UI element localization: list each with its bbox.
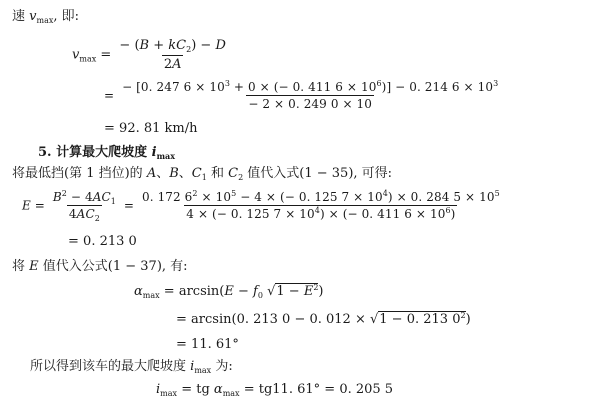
equals-sign: = (181, 382, 193, 397)
alpha-value: 11. 61° (191, 337, 239, 352)
equation-alpha: $\alpha_{max} = \arcsin(E - f_0$ $√1 - E^2$) (134, 283, 324, 300)
formula-instruction: 将 E 值代入公式(1 − 37), 有: (12, 259, 188, 274)
E-value: 0. 213 0 (83, 234, 137, 249)
E-symbolic-fraction (51, 190, 118, 222)
v-symbol: v (29, 9, 37, 24)
equals-sign: = (68, 234, 79, 249)
substitution-fraction (120, 80, 500, 112)
E-symbolic-numerator: $B^2 - 4AC_1$ (52, 189, 116, 206)
section-number: 5. (38, 145, 57, 160)
vmax-lhs-sub: max (79, 54, 97, 64)
vmax-numerator: − $(B + kC_2) - D$ (119, 38, 226, 54)
v-subscript: max (36, 16, 54, 25)
E-numeric-denominator: 4 × (− 0. 125 $7 \times 10^4$) × (− 0. 411 $6 \times 10^6$) (186, 206, 456, 222)
equals-sign: = (176, 312, 187, 327)
equation-alpha-result (176, 337, 239, 353)
E-symbolic-denominator: $4AC_2$ (68, 207, 100, 224)
substitution-denominator: − 2 × 0. 249 0 × 10 (248, 97, 373, 112)
intro-line (12, 9, 79, 25)
equals-sign: = (100, 47, 112, 63)
equals-sign: = (163, 284, 175, 299)
sqrt-content: 1 − 0. 213 $0^2$ (379, 311, 466, 327)
E-symbol: E (22, 198, 31, 213)
alpha-symbol: α (134, 284, 143, 299)
vmax-denominator: 2A (163, 56, 182, 72)
sqrt-content: $1 - E^2$ (276, 283, 319, 299)
substitution-instruction: 将最低挡(第 1 挡位)的 A、B、$C_1$ 和 $C_2$ 值代入式(1 − 35), 可得: (12, 166, 393, 182)
equals-sign: = (324, 382, 336, 397)
E-numeric-numerator: 0. 172 $6^2 \times 10^5 - 4$ × (− 0. 125 $7 \times 10^4) \times 0$. 284 $5 \times 10^5$ (142, 189, 500, 204)
E-numeric-fraction (140, 190, 502, 222)
equation-alpha-substitution: = arcsin(0. 213 0 − 0. 012 × √1 − 0. 213 $0^2$) (176, 311, 471, 327)
vmax-lhs-v: v (72, 47, 80, 63)
equation-vmax (72, 38, 230, 72)
imax-symbol: i (156, 382, 161, 397)
vmax-fraction (117, 38, 227, 72)
i-symbol: i (151, 145, 157, 160)
section-heading (38, 145, 175, 161)
intro-prefix: 速 (12, 9, 30, 24)
equals-sign: = (104, 88, 115, 103)
substitution-numerator: − [0. 247 $6 \times 10^3 + 0$ × (− 0. 411 $6 \times 10^6)] - 0$. 214 $6 \times 10^3$ (122, 79, 499, 94)
i-subscript: max (156, 151, 176, 161)
equation-vmax-result (104, 121, 198, 137)
intro-suffix: , 即: (53, 9, 80, 24)
equation-imax: $i_{max}$ = tg $\alpha_{max} = tg11$. 61° = 0. 205 5 (156, 382, 394, 398)
imax-value: 0. 205 5 (335, 382, 394, 397)
equation-E-result (68, 234, 137, 250)
equation-E (22, 190, 504, 222)
vmax-value: 92. 81 km/h (119, 121, 198, 136)
equation-vmax-substitution (104, 80, 502, 112)
equals-sign: = (104, 121, 115, 136)
sqrt-sign: √ (369, 312, 379, 327)
conclusion-line: 所以得到该车的最大爬坡度 $i_{max}$ 为: (30, 359, 233, 375)
equals-sign: = (34, 198, 45, 213)
equals-sign: = (243, 382, 255, 397)
sqrt-sign: √ (267, 284, 276, 299)
section-title: 计算最大爬坡度 (56, 145, 152, 160)
equals-sign: = (176, 337, 187, 352)
equals-sign: = (123, 198, 135, 213)
